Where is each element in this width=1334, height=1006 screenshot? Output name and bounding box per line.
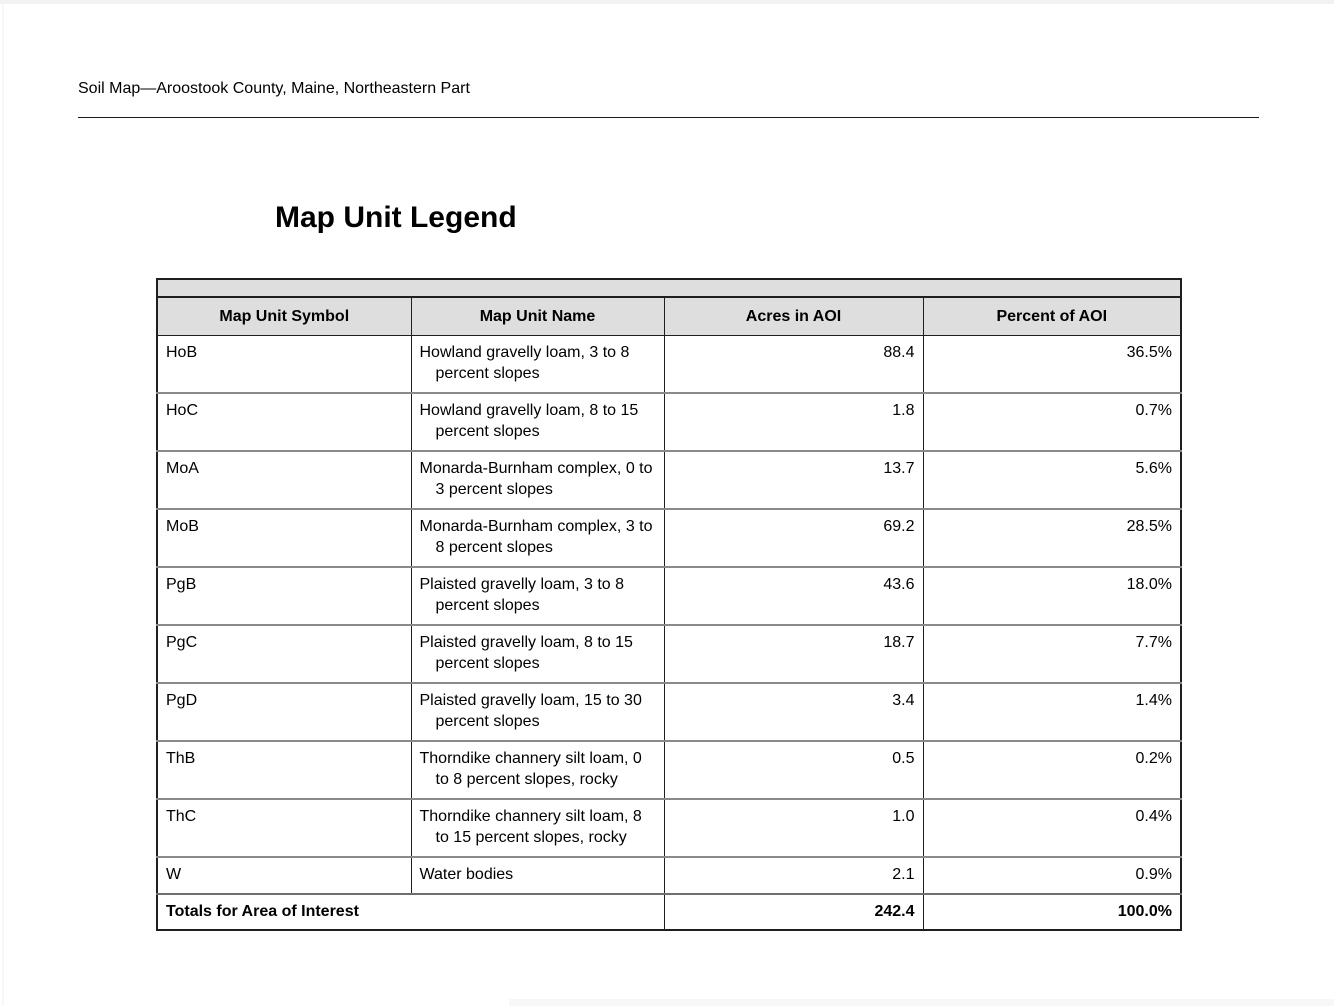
percent-of-aoi-cell: 28.5% <box>923 509 1181 567</box>
map-unit-symbol-cell: PgD <box>157 683 411 741</box>
map-unit-name-cell: Water bodies <box>411 857 664 894</box>
map-unit-name-cell: Monarda-Burnham complex, 3 to 8 percent slopes <box>411 509 664 567</box>
col-header-acres-in-aoi: Acres in AOI <box>664 297 923 336</box>
acres-in-aoi-cell: 69.2 <box>664 509 923 567</box>
table-row <box>157 393 1181 451</box>
map-unit-name-cell: Howland gravelly loam, 3 to 8 percent slopes <box>411 336 664 394</box>
totals-percent: 100.0% <box>923 894 1181 930</box>
acres-in-aoi-cell: 18.7 <box>664 625 923 683</box>
percent-of-aoi-cell: 0.9% <box>923 857 1181 894</box>
map-unit-symbol-cell: HoC <box>157 393 411 451</box>
percent-of-aoi-cell: 0.2% <box>923 741 1181 799</box>
map-unit-symbol-cell: W <box>157 857 411 894</box>
page-left-edge <box>2 4 4 1006</box>
table-row <box>157 509 1181 567</box>
percent-of-aoi-cell: 18.0% <box>923 567 1181 625</box>
table-row <box>157 567 1181 625</box>
table-row <box>157 741 1181 799</box>
percent-of-aoi-cell: 5.6% <box>923 451 1181 509</box>
document-header: Soil Map—Aroostook County, Maine, Northeastern Part <box>78 80 470 97</box>
percent-of-aoi-cell: 7.7% <box>923 625 1181 683</box>
acres-in-aoi-cell: 1.8 <box>664 393 923 451</box>
map-unit-name-cell: Howland gravelly loam, 8 to 15 percent slopes <box>411 393 664 451</box>
map-unit-symbol-cell: MoA <box>157 451 411 509</box>
acres-in-aoi-cell: 88.4 <box>664 336 923 394</box>
map-unit-name-cell: Thorndike channery silt loam, 8 to 15 percent slopes, rocky <box>411 799 664 857</box>
percent-of-aoi-cell: 0.4% <box>923 799 1181 857</box>
acres-in-aoi-cell: 13.7 <box>664 451 923 509</box>
map-unit-name-cell: Thorndike channery silt loam, 0 to 8 percent slopes, rocky <box>411 741 664 799</box>
map-unit-symbol-cell: ThB <box>157 741 411 799</box>
table-row <box>157 799 1181 857</box>
acres-in-aoi-cell: 1.0 <box>664 799 923 857</box>
map-unit-symbol-cell: PgC <box>157 625 411 683</box>
totals-acres: 242.4 <box>664 894 923 930</box>
table-row <box>157 625 1181 683</box>
map-unit-symbol-cell: ThC <box>157 799 411 857</box>
col-header-percent-of-aoi: Percent of AOI <box>923 297 1181 336</box>
map-unit-legend-table <box>156 278 1182 931</box>
acres-in-aoi-cell: 3.4 <box>664 683 923 741</box>
map-unit-name-cell: Plaisted gravelly loam, 15 to 30 percent slopes <box>411 683 664 741</box>
percent-of-aoi-cell: 36.5% <box>923 336 1181 394</box>
table-header-row <box>157 297 1181 336</box>
map-unit-symbol-cell: HoB <box>157 336 411 394</box>
totals-label: Totals for Area of Interest <box>157 894 664 930</box>
table-row <box>157 336 1181 394</box>
map-unit-symbol-cell: MoB <box>157 509 411 567</box>
table-row <box>157 451 1181 509</box>
table-row <box>157 683 1181 741</box>
map-unit-name-cell: Monarda-Burnham complex, 0 to 3 percent slopes <box>411 451 664 509</box>
map-unit-name-cell: Plaisted gravelly loam, 8 to 15 percent slopes <box>411 625 664 683</box>
acres-in-aoi-cell: 2.1 <box>664 857 923 894</box>
map-unit-symbol-cell: PgB <box>157 567 411 625</box>
acres-in-aoi-cell: 43.6 <box>664 567 923 625</box>
page-top-edge <box>0 0 1334 4</box>
col-header-map-unit-symbol: Map Unit Symbol <box>157 297 411 336</box>
map-unit-name-cell: Plaisted gravelly loam, 3 to 8 percent slopes <box>411 567 664 625</box>
totals-row <box>157 894 1181 930</box>
acres-in-aoi-cell: 0.5 <box>664 741 923 799</box>
percent-of-aoi-cell: 1.4% <box>923 683 1181 741</box>
next-page-edge <box>509 999 1334 1006</box>
table-top-band-cell <box>157 279 1181 297</box>
percent-of-aoi-cell: 0.7% <box>923 393 1181 451</box>
table-top-band <box>157 279 1181 297</box>
table-row <box>157 857 1181 894</box>
col-header-map-unit-name: Map Unit Name <box>411 297 664 336</box>
page-title: Map Unit Legend <box>275 201 517 234</box>
header-rule <box>78 117 1259 118</box>
